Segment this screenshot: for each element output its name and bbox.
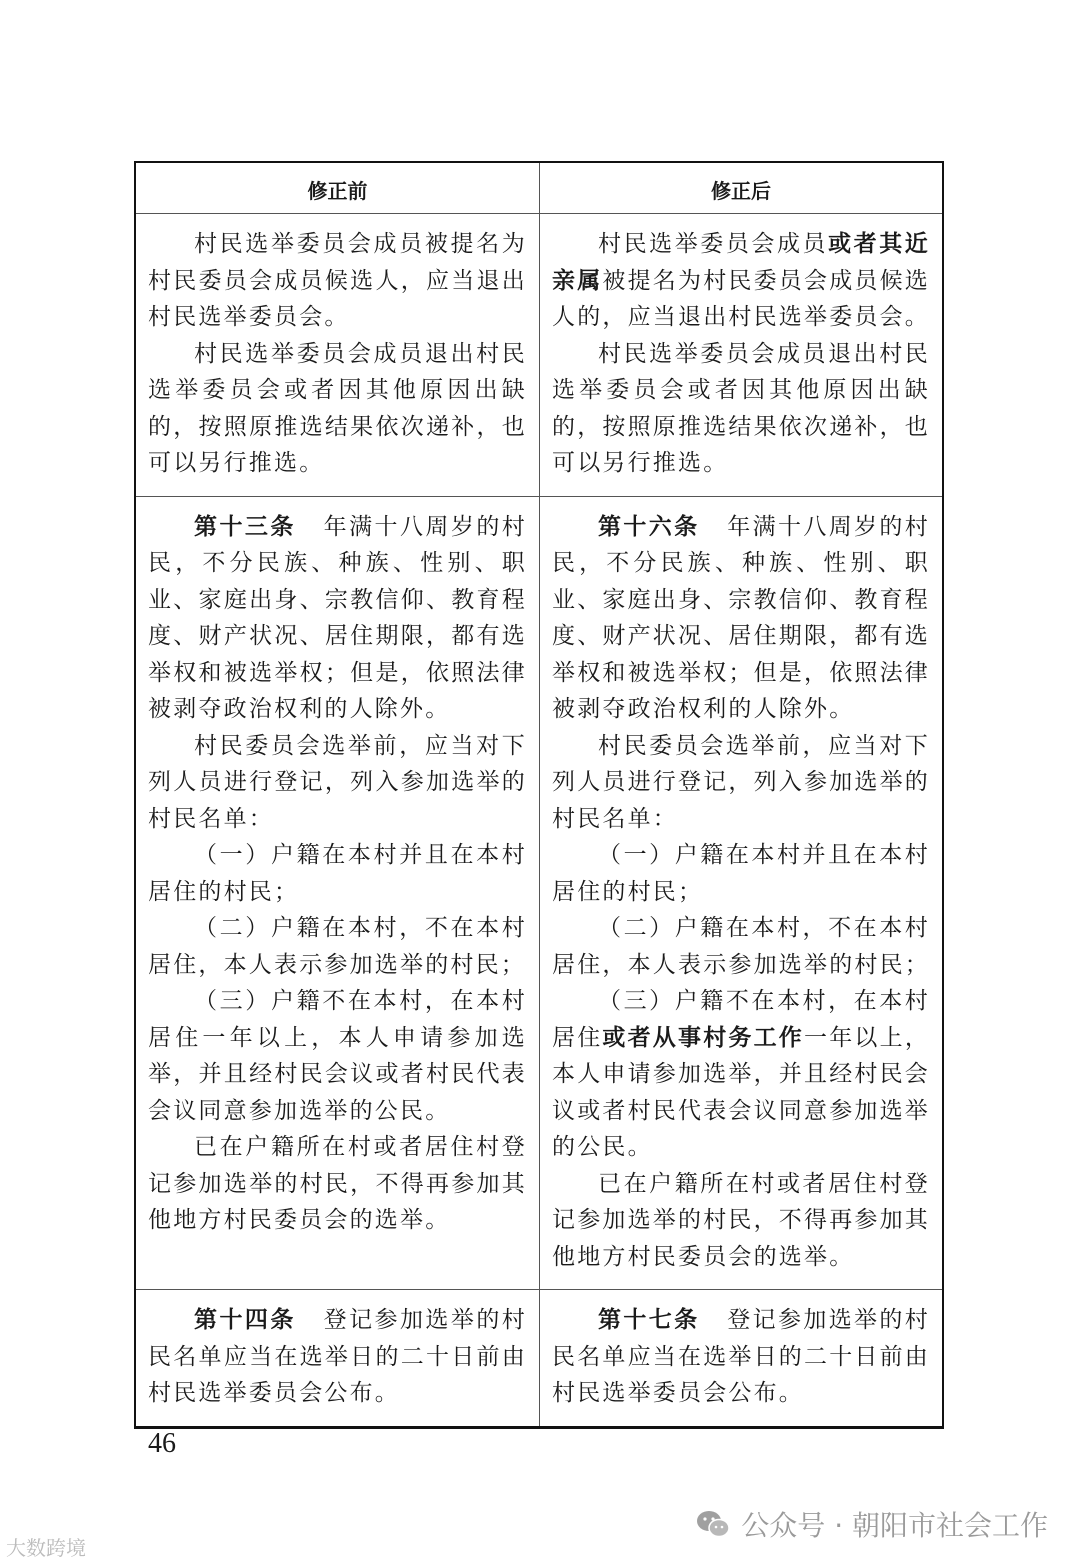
table-row bbox=[136, 1290, 942, 1426]
watermark-brand: 大数跨境 bbox=[6, 1536, 86, 1560]
paragraph: （三）户籍不在本村，在本村居住一年以上，本人申请参加选举，并且经村民会议或者村民代表会议同意参加选举的公民。 bbox=[148, 988, 527, 1124]
cell-before bbox=[136, 1290, 539, 1426]
article-number: 第十三条 bbox=[194, 512, 296, 540]
paragraph: （一）户籍在本村并且在本村居住的村民； bbox=[552, 842, 930, 905]
cell-after bbox=[539, 214, 942, 496]
paragraph: 村民选举委员会成员或者其近亲属被提名为村民委员会成员候选人的，应当退出村民选举委员会。 bbox=[552, 230, 931, 330]
comparison-table bbox=[134, 161, 944, 1429]
paragraph: 村民选举委员会成员被提名为村民委员会成员候选人，应当退出村民选举委员会。 bbox=[148, 231, 527, 330]
cell-before bbox=[136, 214, 539, 496]
watermark-account: 公众号 · 朝阳市社会工作 bbox=[695, 1504, 1048, 1544]
header-after: 修正后 bbox=[539, 163, 942, 213]
header-before: 修正前 bbox=[307, 179, 368, 203]
paragraph: （三）户籍不在本村，在本村居住或者从事村务工作一年以上，本人申请参加选举，并且经村民会议或者村民代表会议同意参加选举的公民。 bbox=[552, 988, 931, 1160]
cell-before bbox=[136, 497, 539, 1290]
paragraph: 第十四条 登记参加选举的村民名单应当在选举日的二十日前由村民选举委员会公布。 bbox=[148, 1306, 527, 1406]
amended-text: 或者其近亲属 bbox=[552, 230, 930, 294]
cell-after bbox=[539, 1290, 942, 1426]
cell-after bbox=[539, 497, 942, 1290]
paragraph: 村民委员会选举前，应当对下列人员进行登记，列入参加选举的村民名单： bbox=[552, 732, 930, 832]
article-number: 第十四条 bbox=[194, 1306, 296, 1333]
table-header-row bbox=[136, 163, 942, 214]
paragraph: （二）户籍在本村，不在本村居住，本人表示参加选举的村民； bbox=[552, 915, 930, 978]
paragraph: 村民委员会选举前，应当对下列人员进行登记，列入参加选举的村民名单： bbox=[148, 732, 527, 832]
article-number: 第十七条 bbox=[598, 1306, 700, 1333]
paragraph: 第十七条 登记参加选举的村民名单应当在选举日的二十日前由村民选举委员会公布。 bbox=[552, 1306, 930, 1406]
paragraph: 第十三条 年满十八周岁的村民，不分民族、种族、性别、职业、家庭出身、宗教信仰、教育程度、财产状况、居住期限，都有选举权和被选举权；但是，依照法律被剥夺政治权利的人除外。 bbox=[148, 512, 527, 722]
amended-text: 或者从事村务工作 bbox=[602, 1023, 805, 1051]
paragraph: 已在户籍所在村或者居住村登记参加选举的村民，不得再参加其他地方村民委员会的选举。 bbox=[552, 1170, 930, 1270]
paragraph: 村民选举委员会成员退出村民选举委员会或者因其他原因出缺的，按照原推选结果依次递补，也可以另行推选。 bbox=[148, 340, 527, 476]
paragraph: （一）户籍在本村并且在本村居住的村民； bbox=[148, 842, 527, 905]
paragraph: 村民选举委员会成员退出村民选举委员会或者因其他原因出缺的，按照原推选结果依次递补，也可以另行推选。 bbox=[552, 340, 930, 476]
wechat-icon bbox=[695, 1509, 731, 1539]
table-row bbox=[136, 214, 942, 497]
paragraph: 第十六条 年满十八周岁的村民，不分民族、种族、性别、职业、家庭出身、宗教信仰、教育程度、财产状况、居住期限，都有选举权和被选举权；但是，依照法律被剥夺政治权利的人除外。 bbox=[552, 512, 930, 722]
article-number: 第十六条 bbox=[598, 512, 700, 540]
table-row bbox=[136, 497, 942, 1291]
paragraph: 已在户籍所在村或者居住村登记参加选举的村民，不得再参加其他地方村民委员会的选举。 bbox=[148, 1134, 527, 1233]
paragraph: （二）户籍在本村，不在本村居住，本人表示参加选举的村民； bbox=[148, 915, 527, 978]
page-number: 46 bbox=[148, 1428, 176, 1459]
